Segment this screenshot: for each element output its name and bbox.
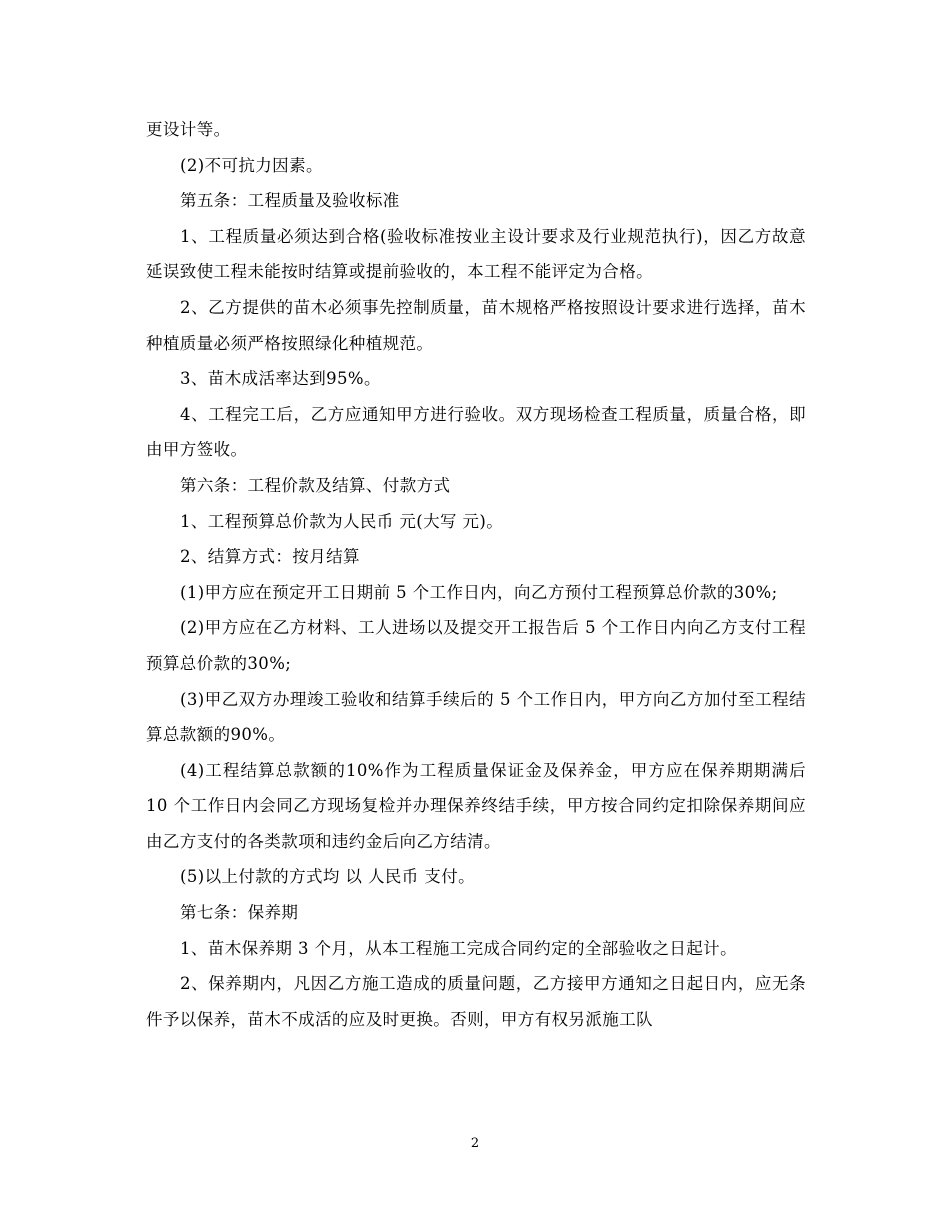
paragraph-payment-1: (1)甲方应在预定开工日期前 5 个工作日内，向乙方预付工程预算总价款的30%; <box>180 582 778 602</box>
paragraph-price-1: 1、工程预算总价款为人民币 元(大写 元)。 <box>180 511 504 531</box>
paragraph-quality-3: 3、苗木成活率达到95%。 <box>180 369 381 389</box>
paragraph-force-majeure: (2)不可抗力因素。 <box>180 155 323 175</box>
paragraph-maintenance-1: 1、苗木保养期 3 个月，从本工程施工完成合同约定的全部验收之日起计。 <box>180 938 737 958</box>
paragraph-payment-4: (4)工程结算总款额的10%作为工程质量保证金及保养金，甲方应在保养期期满后 10 个工作日内会同乙方现场复检并办理保养终结手续，甲方按合同约定扣除保养期间应由乙方支付的各类款项和违约金后向乙方结清。 <box>146 760 806 851</box>
section-heading-article-7: 第七条：保养期 <box>180 903 299 923</box>
paragraph-payment-2: (2)甲方应在乙方材料、工人进场以及提交开工报告后 5 个工作日内向乙方支付工程预算总价款的30%; <box>146 618 806 673</box>
paragraph-quality-1: 1、工程质量必须达到合格(验收标准按业主设计要求及行业规范执行)，因乙方故意延误致使工程未能按时结算或提前验收的，本工程不能评定为合格。 <box>146 226 806 282</box>
document-body <box>146 112 806 1037</box>
paragraph-quality-2: 2、乙方提供的苗木必须事先控制质量，苗木规格严格按照设计要求进行选择，苗木种植质量必须严格按照绿化种植规范。 <box>146 297 806 353</box>
paragraph-maintenance-2: 2、保养期内，凡因乙方施工造成的质量问题，乙方接甲方通知之日起日内，应无条件予以保养，苗木不成活的应及时更换。否则，甲方有权另派施工队 <box>146 974 806 1029</box>
section-heading-article-5: 第五条：工程质量及验收标准 <box>180 191 400 211</box>
paragraph-payment-5: (5)以上付款的方式均 以 人民币 支付。 <box>180 867 476 887</box>
paragraph-quality-4: 4、工程完工后，乙方应通知甲方进行验收。双方现场检查工程质量，质量合格，即由甲方签收。 <box>146 404 806 460</box>
paragraph-payment-3: (3)甲乙双方办理竣工验收和结算手续后的 5 个工作日内，甲方向乙方加付至工程结算总款额的90%。 <box>146 689 806 745</box>
paragraph-continuation: 更设计等。 <box>146 120 231 139</box>
section-heading-article-6: 第六条：工程价款及结算、付款方式 <box>180 475 451 495</box>
page-number: 2 <box>470 1136 480 1151</box>
paragraph-price-2: 2、结算方式：按月结算 <box>180 547 360 567</box>
